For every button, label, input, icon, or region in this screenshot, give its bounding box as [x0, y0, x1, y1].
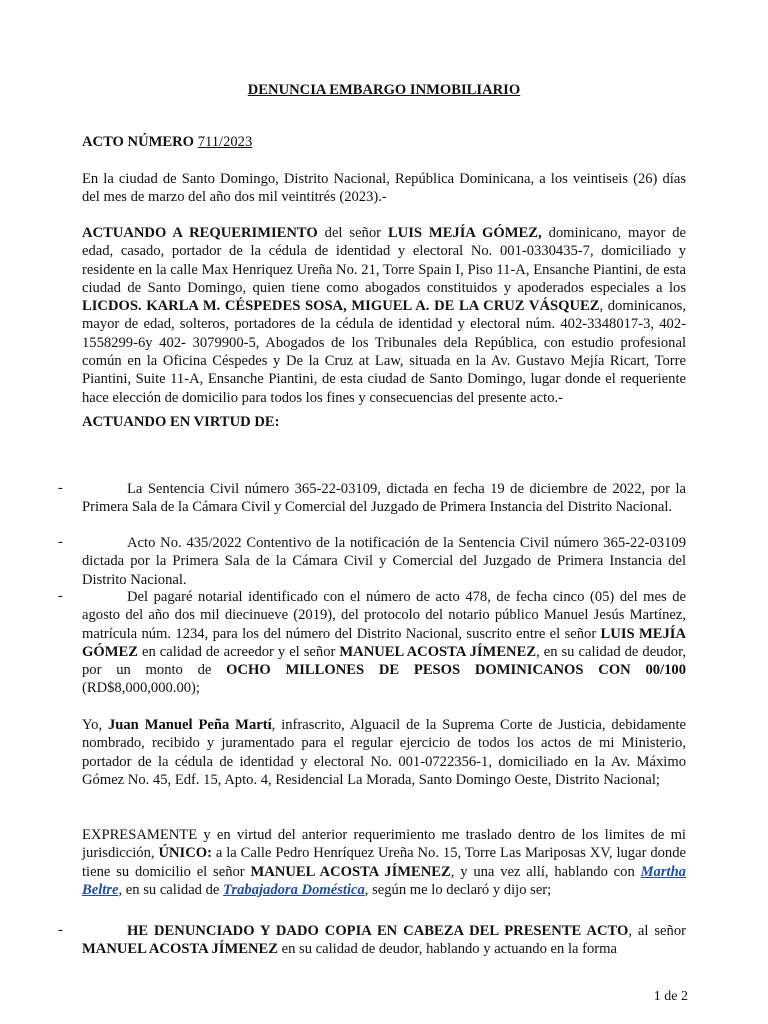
acreedor-name: LUIS MEJÍA GÓMEZ: [82, 625, 686, 660]
text-span: (RD$8,000,000.00);: [82, 680, 200, 697]
page-number: 1 de 2: [653, 989, 688, 1004]
abogados-names: LICDOS. KARLA M. CÉSPEDES SOSA, MIGUEL A. DE LA CRUZ VÁSQUEZ: [82, 298, 600, 315]
text-span: dominicano, mayor de edad, casado, portador de la cédula de identidad y electoral No. 001-0330435-7, domiciliado y residente en la calle Max Henriquez Ureña No. 21, Torre Spain I, Piso 11-A, Ensanche Piantini, de esta ciudad de Santo Domingo, quien tiene como abogados constituidos y apoderados especiales a los: [82, 225, 686, 296]
text-span: , en su calidad de deudor, por un monto de: [82, 643, 686, 679]
denuncia-heading: HE DENUNCIADO Y DADO COPIA EN CABEZA DEL PRESENTE ACTO: [127, 923, 629, 939]
receptor-name-link[interactable]: Martha Beltre: [82, 863, 686, 898]
list-item-text: Acto No. 435/2022 Contentivo de la notificación de la Sentencia Civil número 365-22-03109 dictada por la Primera Sala de la Cámara Civil y Comercial del Juzgado de Primera Instancia del Distrito Nacional.: [82, 535, 686, 588]
unico-label: ÚNICO:: [158, 845, 212, 862]
acto-number-line: [82, 134, 252, 151]
deudor-name: MANUEL ACOSTA JÍMENEZ: [250, 863, 451, 880]
bullet-dash: -: [58, 922, 63, 938]
text-span: del señor: [317, 225, 388, 241]
monto-text: OCHO MILLONES DE PESOS DOMINICANOS CON 00/100: [226, 662, 686, 679]
traslado-paragraph: [82, 826, 686, 899]
deudor-name: MANUEL ACOSTA JÍMENEZ: [339, 643, 537, 660]
acto-number: 711/2023: [197, 134, 253, 150]
text-span: , dominicanos, mayor de edad, solteros, portadores de la cédula de identidad y electoral núm. 402-3348017-3, 402-1558299-6y 402- 3079900-5, Abogados de los Tribunales dela República, con estudio profesional común en la Oficina Céspedes y De la Cruz at Law, situada en la Av. Gustavo Mejía Ricart, Torre Piantini, Suite 11-A, Ensanche Piantini, de esta ciudad de Santo Domingo, lugar donde el requeriente hace elección de domicilio para todos los fines y consecuencias del presente acto.-: [82, 298, 686, 406]
bullet-dash: -: [58, 534, 63, 550]
text-span: Yo,: [82, 717, 108, 733]
document-title: DENUNCIA EMBARGO INMOBILIARIO: [247, 82, 521, 98]
alguacil-name: Juan Manuel Peña Martí: [107, 717, 272, 733]
acto-label: ACTO NÚMERO: [82, 134, 198, 150]
bullet-dash: -: [58, 480, 63, 496]
deudor-name: MANUEL ACOSTA JÍMENEZ: [82, 941, 278, 958]
intro-paragraph: En la ciudad de Santo Domingo, Distrito Nacional, República Dominicana, a los veintiseis (26) días del mes de marzo del año dos mil veintitrés (2023).-: [82, 171, 686, 206]
text-span: en calidad de acreedor y el señor: [137, 643, 340, 660]
requirente-name: LUIS MEJÍA GÓMEZ,: [387, 225, 542, 241]
denuncia-paragraph: [82, 922, 686, 959]
receptor-role-link[interactable]: Trabajadora Doméstica: [223, 881, 365, 898]
list-item-text: La Sentencia Civil número 365-22-03109, dictada en fecha 19 de diciembre de 2022, por la Primera Sala de la Cámara Civil y Comercial del Juzgado de Primera Instancia del Distrito Nacional.: [82, 481, 686, 516]
requerimiento-paragraph: [82, 224, 686, 407]
text-span: , y una vez allí, hablando con: [450, 863, 641, 880]
text-span: , infrascrito, Alguacil de la Suprema Corte de Justicia, debidamente nombrado, recibido y juramentado para el regular ejercicio de todos los actos de mi Ministerio, portador de la cédula de identidad y electoral No. 001-0722356-1, domiciliado en la Av. Máximo Gómez No. 45, Edf. 15, Apto. 4, Residencial La Morada, Santo Domingo Oeste, Distrito Nacional;: [82, 717, 686, 788]
text-span: a la Calle Pedro Henríquez Ureña No. 15, Torre Las Mariposas XV, lugar donde tiene su domicilio el señor: [82, 845, 687, 880]
text-span: , al señor: [628, 923, 686, 939]
text-span: Del pagaré notarial identificado con el número de acto 478, de fecha cinco (05) del mes de agosto del año dos mil diecinueve (2019), del protocolo del notario público Manuel Jesús Martínez, matrícula núm. 1234, para los del número del Distrito Nacional, suscrito entre el señor: [82, 589, 686, 642]
virtud-heading: ACTUANDO EN VIRTUD DE:: [82, 414, 280, 430]
text-span: , según me lo declaró y dijo ser;: [364, 881, 552, 898]
text-span: en su calidad de deudor, hablando y actuando en la forma: [277, 941, 617, 958]
requerimiento-heading: ACTUANDO A REQUERIMIENTO: [82, 225, 318, 241]
text-span: , en su calidad de: [118, 881, 224, 898]
bullet-dash: -: [58, 588, 63, 604]
text-span: EXPRESAMENTE y en virtud del anterior requerimiento me traslado dentro de los limites de mi jurisdicción,: [82, 827, 686, 862]
list-item-text: [82, 588, 686, 698]
alguacil-paragraph: [82, 716, 686, 789]
